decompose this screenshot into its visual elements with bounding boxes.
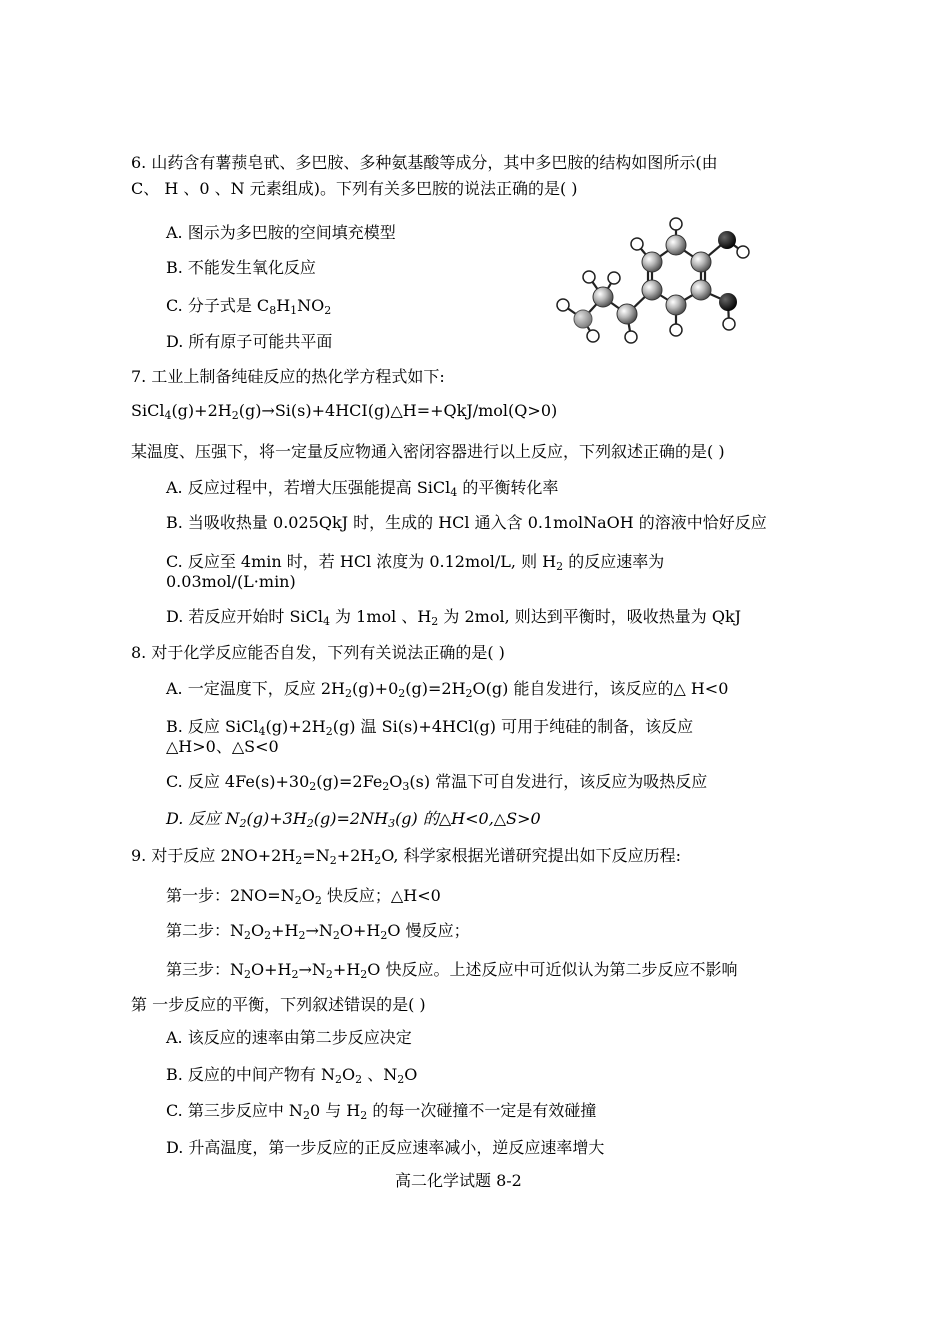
q6-option-d: D. 所有原子可能共平面 bbox=[166, 332, 333, 351]
q6-option-b: B. 不能发生氧化反应 bbox=[166, 258, 316, 277]
q7-stem: 7. 工业上制备纯硅反应的热化学方程式如下: bbox=[131, 367, 445, 386]
q9-stem-continued: 第 一步反应的平衡，下列叙述错误的是( ) bbox=[131, 995, 426, 1014]
q9-step1: 第一步：$2NO=N_2O_2$ 快反应；△H<0 bbox=[166, 886, 441, 907]
q9-option-c: C. 第三步反应中 $N_20$ 与 $H_2$ 的每一次碰撞不一定是有效碰撞 bbox=[166, 1101, 597, 1122]
q9-option-b: B. 反应的中间产物有 $N_2O_2$ 、$N_2O$ bbox=[166, 1065, 418, 1086]
q6-stem-line1: 6. 山药含有薯蓣皂甙、多巴胺、多种氨基酸等成分，其中多巴胺的结构如图所示(由 bbox=[131, 153, 718, 172]
q7-option-c-line2: 0.03mol/(L·min) bbox=[166, 572, 296, 591]
q8-stem: 8. 对于化学反应能否自发，下列有关说法正确的是( ) bbox=[131, 643, 505, 662]
q9-step3: 第三步：$N_2O+H_2\to N_2+H_2O$ 快反应。上述反应中可近似认为第二步反应不影响 bbox=[166, 960, 738, 981]
q8-option-b-line1: B. 反应 $SiCl_4(g)+2H_2(g)$ 温 Si(s)+4HCl(g) 可用于纯硅的制备，该反应 bbox=[166, 717, 694, 738]
q9-stem: 9. 对于反应 $2NO+2H_2=N_2+2H_2O$, 科学家根据光谱研究提出如下反应历程: bbox=[131, 846, 681, 867]
q9-option-a: A. 该反应的速率由第二步反应决定 bbox=[166, 1028, 412, 1047]
q6-stem-line2: C、 H 、0 、N 元素组成)。下列有关多巴胺的说法正确的是( ) bbox=[131, 179, 578, 198]
dopamine-molecule-icon bbox=[555, 212, 755, 347]
q7-condition: 某温度、压强下，将一定量反应物通入密闭容器进行以上反应，下列叙述正确的是( ) bbox=[131, 442, 725, 461]
q8-option-a: A. 一定温度下，反应 $2H_2(g)+0_2(g)=2H_2O(g)$ 能自发进行，该反应的△ H<0 bbox=[166, 679, 729, 700]
q9-step2: 第二步：$N_2O_2+H_2\to N_2O+H_2O$ 慢反应； bbox=[166, 921, 470, 942]
q9-option-d: D. 升高温度，第一步反应的正反应速率减小，逆反应速率增大 bbox=[166, 1138, 605, 1157]
q7-option-c-line1: C. 反应至 4min 时，若 HCl 浓度为 0.12mol/L, 则 $H_2$ 的反应速率为 bbox=[166, 552, 665, 573]
q8-option-d: D. 反应 $N_2(g)+3H_2(g)=2NH_3(g)$ 的△H<0,△S>0 bbox=[166, 809, 541, 830]
q7-option-d: D. 若反应开始时 SiCl$_4$ 为 1mol 、$H_2$ 为 2mol, 则达到平衡时，吸收热量为 QkJ bbox=[166, 607, 742, 628]
q6-option-a: A. 图示为多巴胺的空间填充模型 bbox=[166, 223, 396, 242]
q7-equation: $SiCl_4(g)+2H_2(g)\to Si(s)+4HCI(g)\triangle H=+QkJ/mol(Q>0)$ bbox=[131, 401, 558, 422]
q8-option-c: C. 反应 $4Fe(s)+30_2(g)=2Fe_2O_3(s)$ 常温下可自发进行，该反应为吸热反应 bbox=[166, 772, 708, 793]
q7-option-b: B. 当吸收热量 0.025QkJ 时，生成的 HCl 通入含 0.1molNaOH 的溶液中恰好反应 bbox=[166, 513, 767, 532]
q8-option-b-line2: △H>0、△S<0 bbox=[166, 737, 279, 756]
page-footer: 高二化学试题 8-2 bbox=[395, 1171, 522, 1190]
q7-option-a: A. 反应过程中，若增大压强能提高 SiCl$_4$ 的平衡转化率 bbox=[166, 478, 559, 499]
q6-option-c: C. 分子式是 $C_8H_1NO_2$ bbox=[166, 296, 332, 317]
